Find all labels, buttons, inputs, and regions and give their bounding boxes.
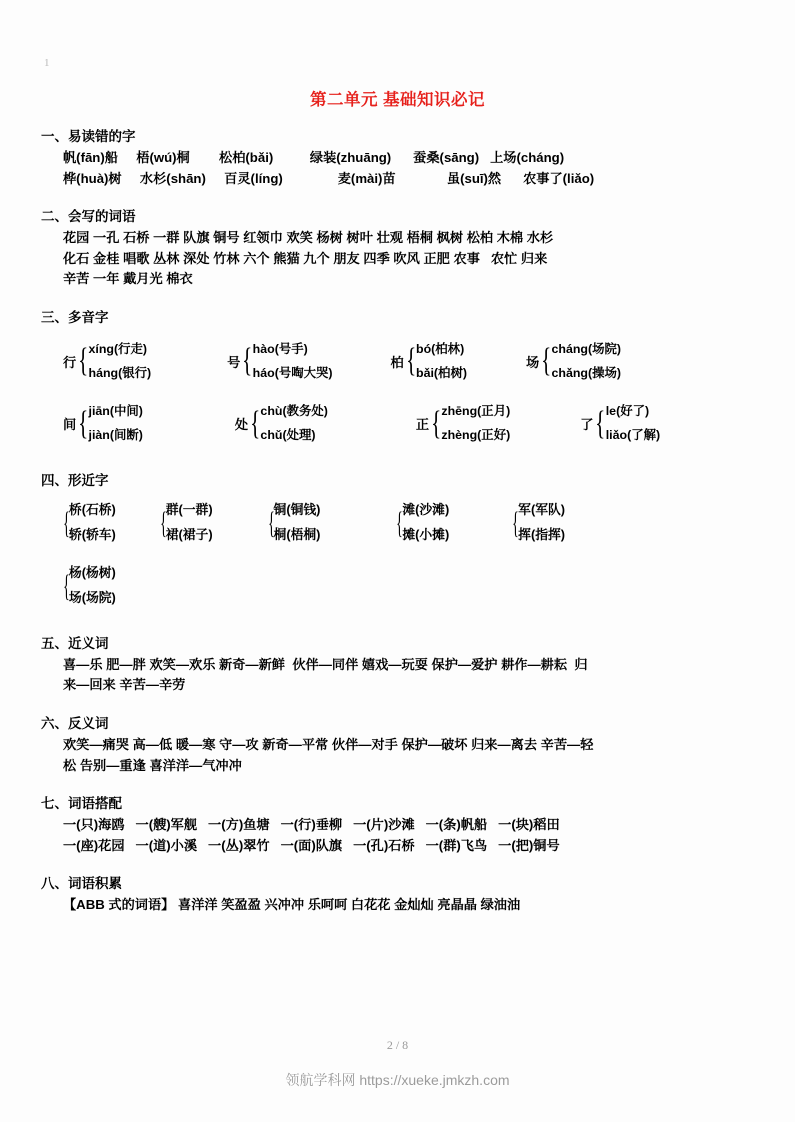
page-title: 第二单元 基础知识必记: [309, 91, 486, 109]
xingjinzi-pair: 群(一群): [165, 501, 213, 517]
xingjinzi-row: [41, 561, 755, 611]
brace-icon: {: [595, 404, 606, 442]
duoyinzi-entry: [526, 337, 621, 385]
duoyinzi-character: 了: [580, 416, 594, 432]
duoyinzi-readings: [253, 337, 333, 385]
brace-icon: {: [396, 504, 404, 540]
xingjinzi-pair: 裙(裙子): [165, 526, 213, 542]
duoyinzi-character: 场: [525, 354, 540, 370]
section-line: 化石 金桂 唱歌 丛林 深处 竹林 六个 熊猫 九个 朋友 四季 吹风 正肥 农事 农忙 归来: [63, 250, 548, 266]
spacer: [41, 189, 755, 208]
xingjinzi-pair: 铜(铜钱): [273, 501, 321, 517]
duoyinzi-reading: zhēng(正月): [441, 404, 511, 419]
xingjinzi-pairs: [402, 498, 449, 548]
document-content: [41, 128, 755, 916]
spacer: [41, 611, 755, 635]
duoyinzi-entry: [416, 399, 510, 447]
section-line: 喜—乐 肥—胖 欢笑—欢乐 新奇—新鲜 伙伴—同伴 嬉戏—玩耍 保护—爱护 耕作—耕耘 归: [63, 656, 588, 672]
duoyinzi-character: 柏: [390, 354, 404, 370]
section-fan-yi-ci: [41, 715, 755, 776]
section-jin-yi-ci: [41, 635, 755, 696]
brace-icon: {: [78, 342, 89, 380]
duoyinzi-readings: [606, 399, 660, 447]
duoyinzi-entry: [63, 399, 143, 447]
duoyinzi-character: 间: [63, 416, 77, 432]
duoyinzi-reading: jiān(中间): [88, 404, 143, 419]
duoyinzi-readings: [416, 337, 467, 385]
duoyinzi-reading: cháng(场院): [551, 341, 622, 356]
xingjinzi-pairs: [274, 498, 321, 548]
duoyinzi-entry: [235, 399, 328, 447]
duoyinzi-readings: [89, 337, 152, 385]
brace-icon: {: [431, 404, 442, 442]
brace-icon: {: [405, 342, 416, 380]
brace-icon: {: [63, 504, 70, 540]
duoyinzi-row: [41, 337, 755, 385]
duoyinzi-reading: háo(号啕大哭): [252, 366, 333, 381]
xingjinzi-entry: [63, 498, 116, 548]
xingjinzi-pair: 桥(石桥): [68, 501, 116, 517]
duoyinzi-character: 正: [415, 416, 430, 432]
corner-page-marker: 1: [44, 57, 50, 69]
brace-icon: {: [242, 342, 253, 380]
xingjinzi-pairs: [166, 498, 213, 548]
xingjinzi-pairs: [518, 498, 565, 548]
duoyinzi-reading: háng(银行): [88, 366, 152, 381]
duoyinzi-reading: jiàn(间断): [88, 428, 143, 443]
section-line: 桦(huà)树 水杉(shān) 百灵(líng) 麦(mài)苗 虽(suī)然 农事了(liǎo): [63, 170, 595, 186]
xingjinzi-row: [41, 498, 755, 548]
xingjinzi-entry: [396, 498, 449, 548]
brace-icon: {: [541, 342, 552, 380]
page-number: 2 / 8: [386, 1038, 409, 1052]
xingjinzi-pairs: [69, 561, 116, 611]
xingjinzi-pair: 军(军队): [518, 501, 566, 517]
duoyinzi-entry: [63, 337, 151, 385]
duoyinzi-entry: [391, 337, 467, 385]
spacer: [41, 696, 755, 715]
section-heading: 五、近义词: [41, 635, 109, 651]
section-heading: 三、多音字: [41, 309, 109, 325]
duoyinzi-readings: [260, 399, 327, 447]
section-yi-du-cuo-de-zi: [41, 128, 755, 189]
xingjinzi-entry: [268, 498, 321, 548]
duoyinzi-reading: chǎng(操场): [551, 366, 622, 381]
section-heading: 八、词语积累: [41, 876, 122, 892]
section-line: 一(只)海鸥 一(艘)军舰 一(方)鱼塘 一(行)垂柳 一(片)沙滩 一(条)帆船 一(块)稻田: [63, 817, 560, 833]
duoyinzi-entry: [227, 337, 332, 385]
duoyinzi-reading: chǔ(处理): [260, 428, 316, 443]
section-heading: 六、反义词: [41, 715, 109, 731]
duoyinzi-reading: le(好了): [605, 404, 650, 419]
section-heading: 一、易读错的字: [41, 129, 136, 144]
xingjinzi-entry: [63, 561, 116, 611]
xingjinzi-pair: 场(场院): [68, 589, 116, 605]
duoyinzi-reading: bó(柏林): [416, 341, 465, 356]
xingjinzi-pair: 轿(轿车): [68, 526, 116, 542]
brace-icon: {: [63, 567, 70, 603]
section-xing-jin-zi: [41, 472, 755, 611]
duoyinzi-character: 处: [234, 416, 249, 432]
xingjinzi-entry: [512, 498, 565, 548]
section-line: 帆(fān)船 梧(wú)桐 松柏(bǎi) 绿装(zhuāng) 蚕桑(sāng) 上场(cháng): [63, 150, 565, 166]
brace-icon: {: [78, 404, 89, 442]
duoyinzi-character: 行: [63, 354, 77, 370]
section-line: 花园 一孔 石桥 一群 队旗 铜号 红领巾 欢笑 杨树 树叶 壮观 梧桐 枫树 松柏 木棉 水杉: [63, 230, 554, 246]
section-hui-xie-de-ci-yu: [41, 208, 755, 290]
section-line: 【ABB 式的词语】 喜洋洋 笑盈盈 兴冲冲 乐呵呵 白花花 金灿灿 亮晶晶 绿油油: [63, 897, 521, 913]
spacer: [41, 776, 755, 795]
section-line: 辛苦 一年 戴月光 棉衣: [63, 271, 193, 287]
watermark-text: 领航学科网 https://xueke.jmkzh.com: [285, 1072, 510, 1088]
duoyinzi-reading: bǎi(柏树): [416, 366, 467, 381]
brace-icon: {: [512, 504, 520, 540]
brace-icon: {: [250, 404, 261, 442]
xingjinzi-pair: 桐(梧桐): [273, 526, 321, 542]
duoyinzi-reading: xíng(行走): [88, 341, 148, 356]
duoyinzi-reading: chù(教务处): [260, 404, 328, 419]
section-heading: 四、形近字: [41, 472, 109, 488]
section-ci-yu-ji-lei: [41, 875, 755, 916]
spacer: [41, 448, 755, 472]
duoyinzi-reading: liǎo(了解): [605, 428, 661, 443]
xingjinzi-pair: 杨(杨树): [68, 564, 116, 580]
section-line: 一(座)花园 一(道)小溪 一(丛)翠竹 一(面)队旗 一(孔)石桥 一(群)飞鸟 一(把)铜号: [63, 837, 560, 853]
section-line: 松 告别—重逢 喜洋洋—气冲冲: [63, 757, 242, 773]
xingjinzi-pair: 摊(小摊): [402, 526, 450, 542]
section-line: 来—回来 辛苦—辛劳: [63, 677, 186, 693]
spacer: [41, 856, 755, 875]
xingjinzi-entry: [160, 498, 213, 548]
duoyinzi-readings: [441, 399, 510, 447]
xingjinzi-pairs: [69, 498, 116, 548]
duoyinzi-entry: [580, 399, 660, 447]
duoyinzi-row: [41, 399, 755, 447]
section-duo-yin-zi: [41, 309, 755, 448]
duoyinzi-reading: zhèng(正好): [441, 428, 511, 443]
xingjinzi-pair: 挥(指挥): [518, 526, 566, 542]
xingjinzi-pair: 滩(沙滩): [402, 501, 450, 517]
section-heading: 二、会写的词语: [41, 209, 136, 225]
duoyinzi-reading: hào(号手): [252, 341, 308, 356]
brace-icon: {: [267, 504, 275, 540]
section-ci-yu-da-pei: [41, 795, 755, 856]
duoyinzi-character: 号: [227, 354, 241, 370]
duoyinzi-readings: [89, 399, 143, 447]
duoyinzi-readings: [551, 337, 621, 385]
section-line: 欢笑—痛哭 高—低 暖—寒 守—攻 新奇—平常 伙伴—对手 保护—破坏 归来—离去 辛苦—轻: [63, 737, 594, 753]
section-heading: 七、词语搭配: [41, 795, 122, 811]
spacer: [41, 290, 755, 309]
brace-icon: {: [159, 504, 167, 540]
